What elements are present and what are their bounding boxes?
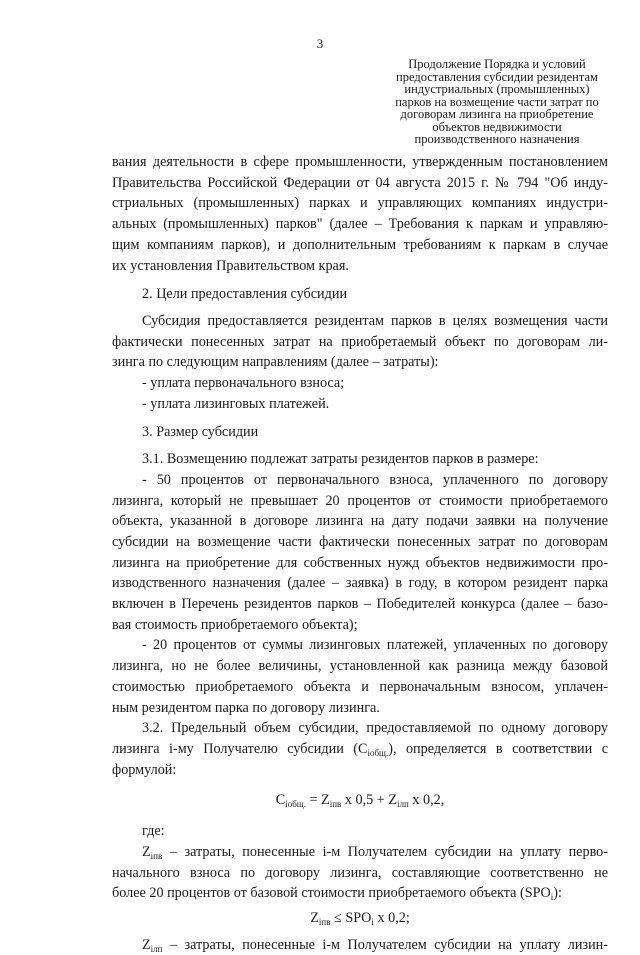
- formula-part: ≤ SPO: [330, 909, 372, 926]
- subscript: iобщ.: [285, 799, 306, 810]
- document-body: [112, 152, 608, 955]
- header-line: производственного назначения: [414, 132, 580, 146]
- formula-part: Z: [142, 843, 151, 860]
- formula: [112, 790, 608, 811]
- subscript: iпв: [318, 916, 331, 927]
- text-line: их установления Правительством края.: [112, 257, 349, 274]
- text-line: объекта, указанной в договоре лизинга на дату подачи заявки на получение: [112, 513, 608, 530]
- formula-part: х 0,2,: [408, 792, 445, 809]
- text-line: вания деятельности в сфере промышленности, утвержденным постановлением: [112, 154, 608, 170]
- page-number: 3: [316, 36, 324, 51]
- header-line: парков на возмещение части затрат по: [395, 94, 599, 109]
- header-line: объектов недвижимости: [432, 119, 562, 134]
- text-line: альных (промышленных) парков" (далее – Требования к паркам и управляю-: [112, 216, 608, 233]
- text-line: [112, 883, 608, 904]
- text-line: включен в Перечень резидентов парков – Победителей конкурса (далее – базо-: [112, 596, 608, 613]
- text-line: фактически понесенных затрат на приобретаемый объект по договорам ли-: [112, 333, 608, 350]
- subscript: i: [371, 916, 374, 927]
- text-line: 3.1. Возмещению подлежат затраты резидентов парков в размере:: [142, 451, 539, 468]
- text-line: - 50 процентов от первоначального взноса, уплаченного по договору: [142, 471, 608, 488]
- subscript: i: [550, 892, 554, 903]
- subscript: iобщ.: [367, 747, 389, 758]
- header-line: индустриальных (промышленных): [404, 82, 590, 96]
- text-line: Правительства Российской Федерации от 04 августа 2015 г. № 794 "Об инду-: [112, 174, 608, 191]
- text-fragment: ):: [553, 885, 562, 902]
- formula-part: х 0,2;: [373, 909, 410, 926]
- text-line: - 20 процентов от суммы лизинговых платежей, уплаченных по договору: [142, 637, 608, 654]
- text-line: лизинга, который не превышает 20 процентов от стоимости приобретаемого: [112, 492, 608, 509]
- list-item: - уплата лизинговых платежей.: [142, 395, 330, 412]
- text-line: 3.2. Предельный объем субсидии, предоставляемой по одному договору: [142, 720, 608, 737]
- text-line: лизинга, но не более величины, установленной как разница между базовой: [112, 658, 608, 675]
- text-fragment: лизинга i-му Получателю субсидии (С: [112, 740, 368, 757]
- header-line: договорам лизинга на приобретение: [400, 107, 594, 121]
- text-line: щим компаниям парков), и дополнительным требованиям к паркам в случае: [112, 236, 608, 253]
- header-line: предоставления субсидии резидентам: [396, 69, 598, 84]
- subscript: iпв: [329, 799, 342, 810]
- subscript: iлп: [150, 943, 163, 954]
- formula-part: х 0,5 + Z: [341, 792, 397, 809]
- header-line: Продолжение Порядка и условий: [408, 57, 586, 71]
- formula-part: = Z: [305, 792, 330, 809]
- text-line: вая стоимость приобретаемого объекта);: [112, 616, 358, 633]
- section-heading: 3. Размер субсидии: [142, 424, 259, 441]
- document-header: [386, 58, 608, 146]
- list-item: - уплата первоначального взноса;: [142, 375, 345, 392]
- text-line: стоимостью приобретаемого объекта и первоначальным взносом, уплачен-: [112, 678, 608, 695]
- text-fragment: ), определяется в соответствии с: [388, 740, 608, 757]
- section-heading: 2. Цели предоставления субсидии: [142, 286, 348, 303]
- text-line: [112, 935, 608, 955]
- text-line: субсидии на возмещение части фактически понесенных затрат по договорам: [112, 533, 608, 550]
- text-line: начального взноса по договору лизинга, составляющие соответственно не: [112, 864, 608, 881]
- formula-part: Z: [142, 936, 151, 953]
- text-line: [112, 739, 608, 760]
- text-line: формулой:: [112, 761, 177, 778]
- text-fragment: более 20 процентов от базовой стоимости приобретаемого объекта (SPO: [112, 885, 551, 902]
- text-line: [112, 842, 608, 863]
- subscript: iпв: [150, 850, 163, 861]
- subscript: iлп: [396, 799, 409, 810]
- text-line: ным резидентом парка по договору лизинга.: [112, 699, 380, 716]
- text-line: где:: [142, 823, 165, 840]
- text-fragment: – затраты, понесенные i-м Получателем субсидии на уплату лизин-: [162, 936, 608, 953]
- text-line: стриальных (промышленных) парках и управляющих компаниях индустри-: [112, 195, 608, 212]
- formula-part: С: [275, 792, 286, 809]
- formula: [112, 908, 608, 929]
- text-line: изводственного назначения (далее – заявка) в году, в котором резидент парка: [112, 575, 608, 592]
- text-line: Субсидия предоставляется резидентам парков в целях возмещения части: [142, 312, 608, 329]
- text-line: зинга по следующим направлениям (далее – затраты):: [112, 354, 439, 371]
- text-fragment: – затраты, понесенные i-м Получателем субсидии на уплату перво-: [162, 843, 608, 860]
- text-line: лизинга на приобретение для собственных нужд объектов недвижимости про-: [112, 554, 608, 571]
- formula-part: Z: [310, 909, 319, 926]
